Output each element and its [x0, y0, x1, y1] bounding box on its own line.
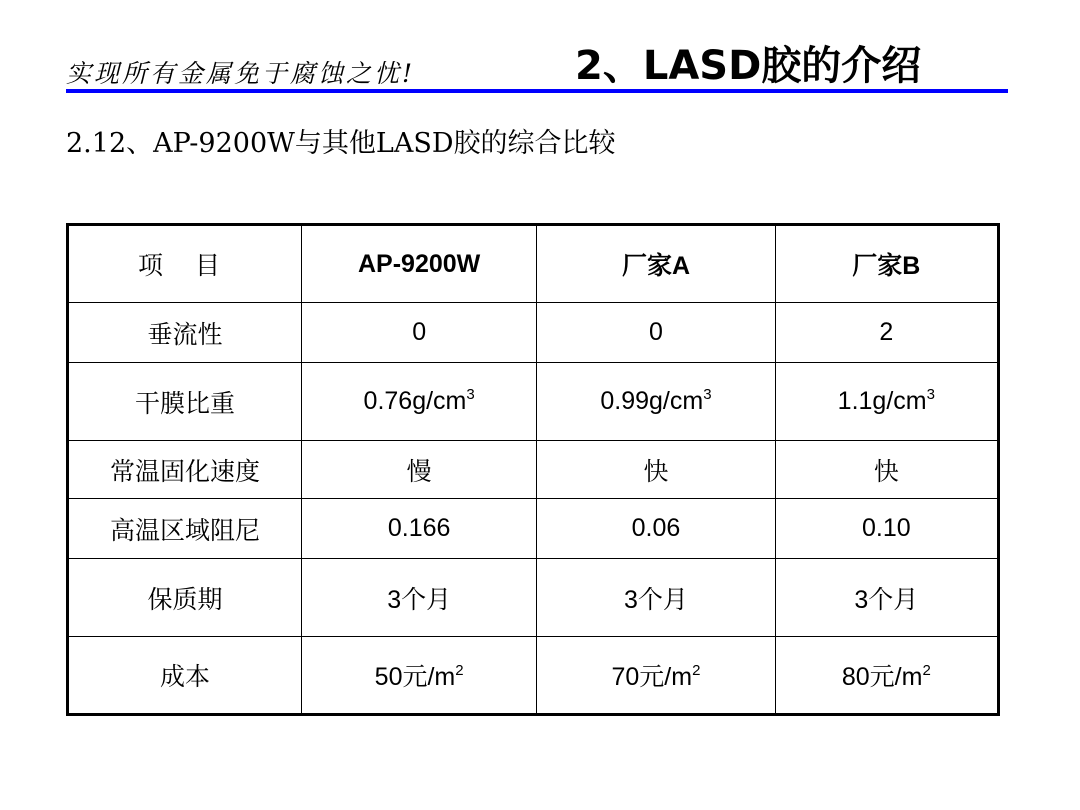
- table-cell: 0: [537, 303, 775, 363]
- table-cell: 50元$/m^2$: [301, 637, 536, 715]
- row-label: 常温固化速度: [68, 441, 302, 499]
- table-row: [68, 441, 999, 499]
- table-cell: $0.76g/cm^3$: [301, 363, 536, 441]
- row-label: 保质期: [68, 559, 302, 637]
- table-cell: $0.99g/cm^3$: [537, 363, 775, 441]
- comparison-table: [66, 223, 1000, 716]
- table-cell: 0.10: [775, 499, 998, 559]
- header-cell-vendor-b: 厂家B: [775, 225, 998, 303]
- header-cell-item: 项 目: [68, 225, 302, 303]
- table-cell: 0.166: [301, 499, 536, 559]
- table-cell: 0: [301, 303, 536, 363]
- slogan-text: 实现所有金属免于腐蚀之忧!: [66, 59, 416, 88]
- table-row: [68, 637, 999, 715]
- table-cell: 80元$/m^2$: [775, 637, 998, 715]
- table-cell: 快: [537, 441, 775, 499]
- row-label: 干膜比重: [68, 363, 302, 441]
- page-title: 2、LASD胶的介绍: [575, 43, 922, 89]
- table-cell: 70元$/m^2$: [537, 637, 775, 715]
- section-subtitle: 2.12、AP-9200W与其他LASD胶的综合比较: [66, 128, 616, 159]
- table-cell: 2: [775, 303, 998, 363]
- table-row: [68, 303, 999, 363]
- table-row: [68, 559, 999, 637]
- row-label: 垂流性: [68, 303, 302, 363]
- table-row: [68, 363, 999, 441]
- table-row: [68, 499, 999, 559]
- table-header-row: [68, 225, 999, 303]
- table-cell: 快: [775, 441, 998, 499]
- table-cell: 3个月: [301, 559, 536, 637]
- table-cell: 慢: [301, 441, 536, 499]
- table-cell: 3个月: [775, 559, 998, 637]
- row-label: 高温区域阻尼: [68, 499, 302, 559]
- row-label: 成本: [68, 637, 302, 715]
- header-cell-ap9200w: AP-9200W: [301, 225, 536, 303]
- table-cell: 3个月: [537, 559, 775, 637]
- header-cell-vendor-a: 厂家A: [537, 225, 775, 303]
- title-divider: [66, 89, 1008, 93]
- table-cell: $1.1g/cm^3$: [775, 363, 998, 441]
- table-cell: 0.06: [537, 499, 775, 559]
